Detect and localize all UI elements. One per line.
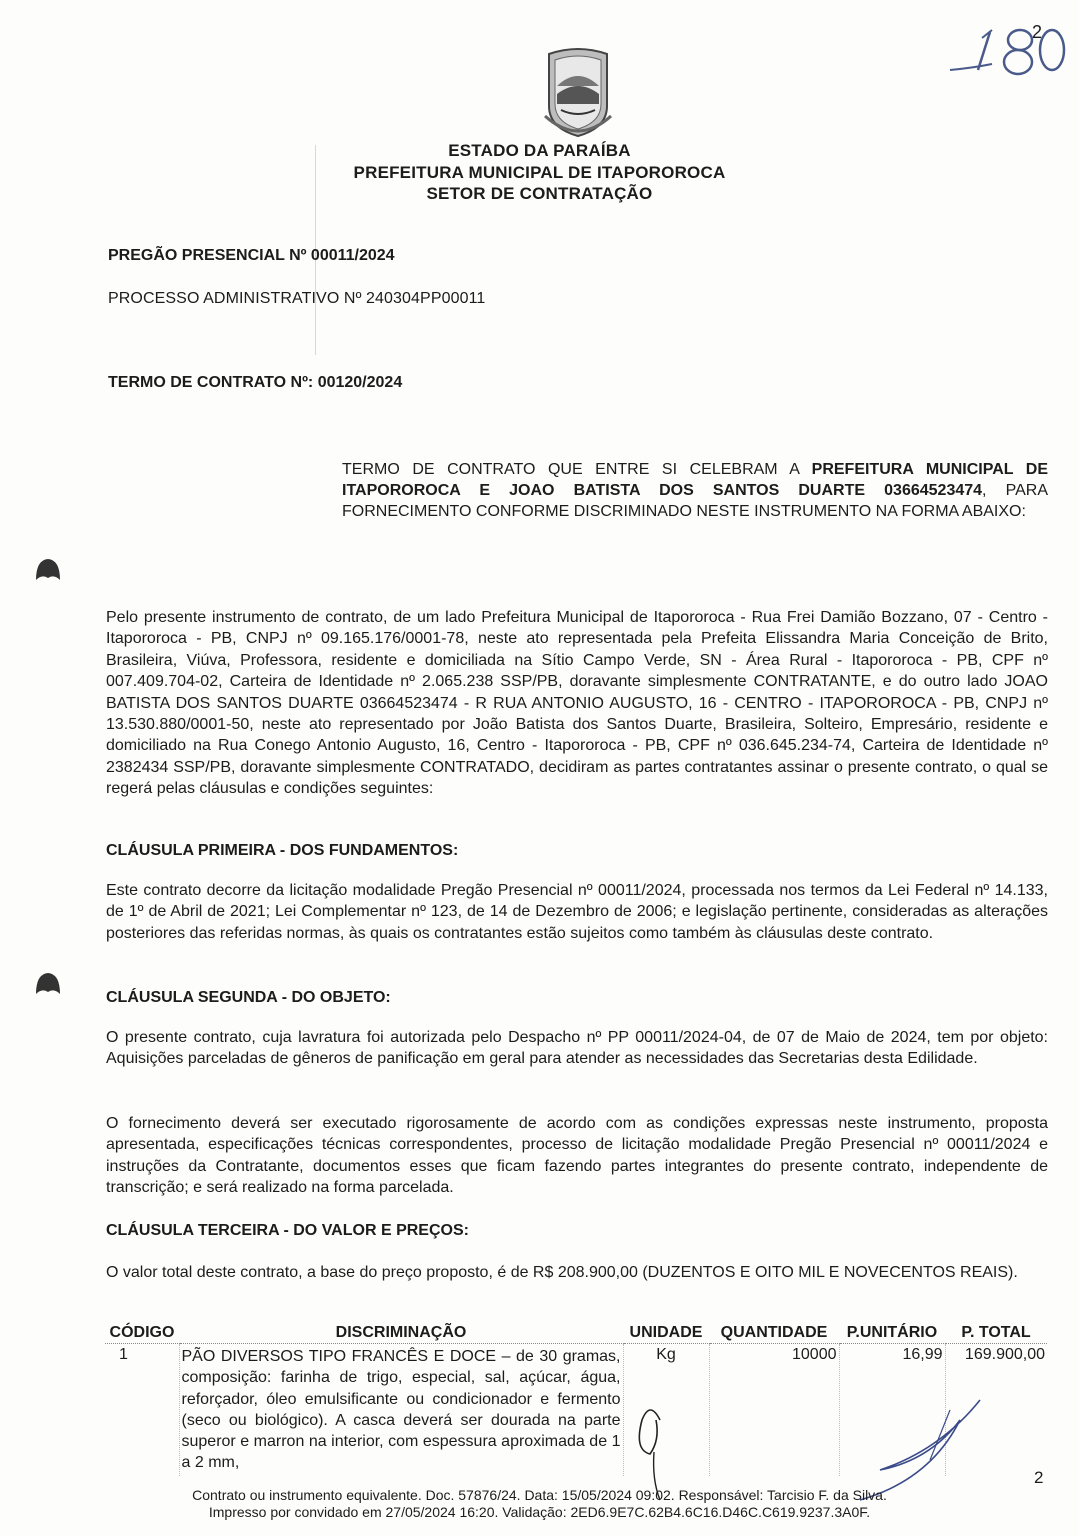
table-header-row — [105, 1323, 1047, 1344]
cell-p-total: 169.900,00 — [964, 1346, 1045, 1363]
municipal-seal-logo — [543, 46, 613, 138]
header-p-total: P. TOTAL — [945, 1323, 1047, 1344]
page-number-bottom: 2 — [1034, 1468, 1044, 1487]
header-quantidade: QUANTIDADE — [709, 1323, 839, 1344]
termo-contrato-number: TERMO DE CONTRATO Nº: 00120/2024 — [108, 374, 403, 391]
processo-number: PROCESSO ADMINISTRATIVO Nº 240304PP00011 — [108, 290, 486, 307]
header-state: ESTADO DA PARAÍBA — [448, 141, 631, 160]
cell-discriminacao: PÃO DIVERSOS TIPO FRANCÊS E DOCE – de 30 gramas, composição: farinha de trigo, especial, sal, açúcar, água, reforçador, óleo emulsificante ou condicionador e fermento (seco ou biológico). A casca deverá ser dourada na parte superor e marron na interior, com espessura aproximada de 1 a 2 mm, — [179, 1344, 623, 1476]
summary-parties: PREFEITURA MUNICIPAL DE ITAPOROROCA E JOAO BATISTA DOS SANTOS DUARTE 03664523474 — [342, 461, 1049, 499]
cell-quantidade: 10000 — [709, 1344, 839, 1476]
cell-p-unitario: 16,99 — [839, 1344, 945, 1476]
page-number-top: 2 — [1032, 22, 1043, 42]
pregao-number: PREGÃO PRESENCIAL Nº 00011/2024 — [108, 247, 395, 264]
summary-text-1: TERMO DE CONTRATO QUE ENTRE SI CELEBRAM A — [342, 461, 812, 478]
header-municipality: PREFEITURA MUNICIPAL DE ITAPOROROCA — [353, 163, 726, 182]
clause-2-title: CLÁUSULA SEGUNDA - DO OBJETO: — [106, 989, 391, 1006]
header-unidade: UNIDADE — [623, 1323, 709, 1344]
cell-codigo: 1 — [105, 1344, 179, 1476]
footer-document-info: Contrato ou instrumento equivalente. Doc. 57876/24. Data: 15/05/2024 09:02. Responsável: Tarcisio F. da Silva. — [192, 1487, 887, 1503]
handwritten-folio-number — [942, 18, 1072, 78]
header-sector: SETOR DE CONTRATAÇÃO — [426, 184, 653, 203]
clause-1-title: CLÁUSULA PRIMEIRA - DOS FUNDAMENTOS: — [106, 842, 459, 859]
punch-hole-mark — [34, 970, 62, 998]
summary-text-2: , PARA FORNECIMENTO CONFORME DISCRIMINADO NESTE INSTRUMENTO NA FORMA ABAIXO: — [342, 482, 1048, 520]
clause-3-text: O valor total deste contrato, a base do preço proposto, é de R$ 208.900,00 (DUZENTOS E OITO MIL E NOVECENTOS REAIS). — [106, 1264, 1018, 1281]
clause-3-title: CLÁUSULA TERCEIRA - DO VALOR E PREÇOS: — [106, 1222, 469, 1239]
footer-validation: Impresso por convidado em 27/05/2024 16:20. Validação: 2ED6.9E7C.62B4.6C16.D46C.C619.9237.3A0F. — [208, 1504, 871, 1520]
preamble-paragraph: Pelo presente instrumento de contrato, de um lado Prefeitura Municipal de Itapororoca - Rua Frei Damião Bozzano, 07 - Centro - Itapororoca - PB, CNPJ nº 09.165.176/0001-78, neste ato representada pela Prefeita Elissandra Maria Conceição de Brito, Brasileira, Viúva, Professora, residente e domiciliada na Sítio Campo Verde, SN - Área Rural - Itapororoca - PB, CPF nº 007.409.704-02, Carteira de Identidade nº 2.065.238 SSP/PB, doravante simplesmente CONTRATANTE, e do outro lado JOAO BATISTA DOS SANTOS DUARTE 03664523474 - R RUA ANTONIO AUGUSTO, 16 - CENTRO - ITAPOROROCA - PB, CNPJ nº 13.530.880/0001-50, neste ato representado por João Batista dos Santos Duarte, Brasileira, Solteiro, Empresário, residente e domiciliado na Rua Conego Antonio Augusto, 16, Centro - Itapororoca - PB, CPF nº 036.645.234-74, Carteira de Identidade nº 2382434 SSP/PB, doravante simplesmente CONTRATADO, decidiram as partes contratantes assinar o presente contrato, o qual se regerá pelas cláusulas e condições seguintes: — [106, 609, 1048, 798]
clause-2-text-2: O fornecimento deverá ser executado rigorosamente de acordo com as condições expressas neste instrumento, proposta apresentada, especificações técnicas correspondentes, processo de licitação modalidade Pregão Presencial nº 00011/2024 e instruções da Contratante, documentos esses que ficam fazendo partes integrantes do presente contrato, independente de transcrição; e será realizado na forma parcelada. — [106, 1115, 1048, 1197]
header-p-unitario: P.UNITÁRIO — [839, 1323, 945, 1344]
cell-unidade: Kg — [623, 1344, 709, 1476]
contract-summary — [342, 459, 1048, 522]
punch-hole-mark — [34, 556, 62, 584]
header-discriminacao: DISCRIMINAÇÃO — [179, 1323, 623, 1344]
header-codigo: CÓDIGO — [105, 1323, 179, 1344]
clause-1-text: Este contrato decorre da licitação modalidade Pregão Presencial nº 00011/2024, processada nos termos da Lei Federal nº 14.133, de 1º de Abril de 2021; Lei Complementar nº 123, de 14 de Dezembro de 2006; e legislação pertinente, consideradas as alterações posteriores das referidas normas, às quais os contratantes estão sujeitos como também às cláusulas deste contrato. — [106, 882, 1048, 942]
clause-2-text-1: O presente contrato, cuja lavratura foi autorizada pelo Despacho nº PP 00011/2024-04, de 07 de Maio de 2024, tem por objeto: Aquisições parceladas de gêneros de panificação em geral para atender as necessidades das Secretarias desta Edilidade. — [106, 1029, 1048, 1068]
